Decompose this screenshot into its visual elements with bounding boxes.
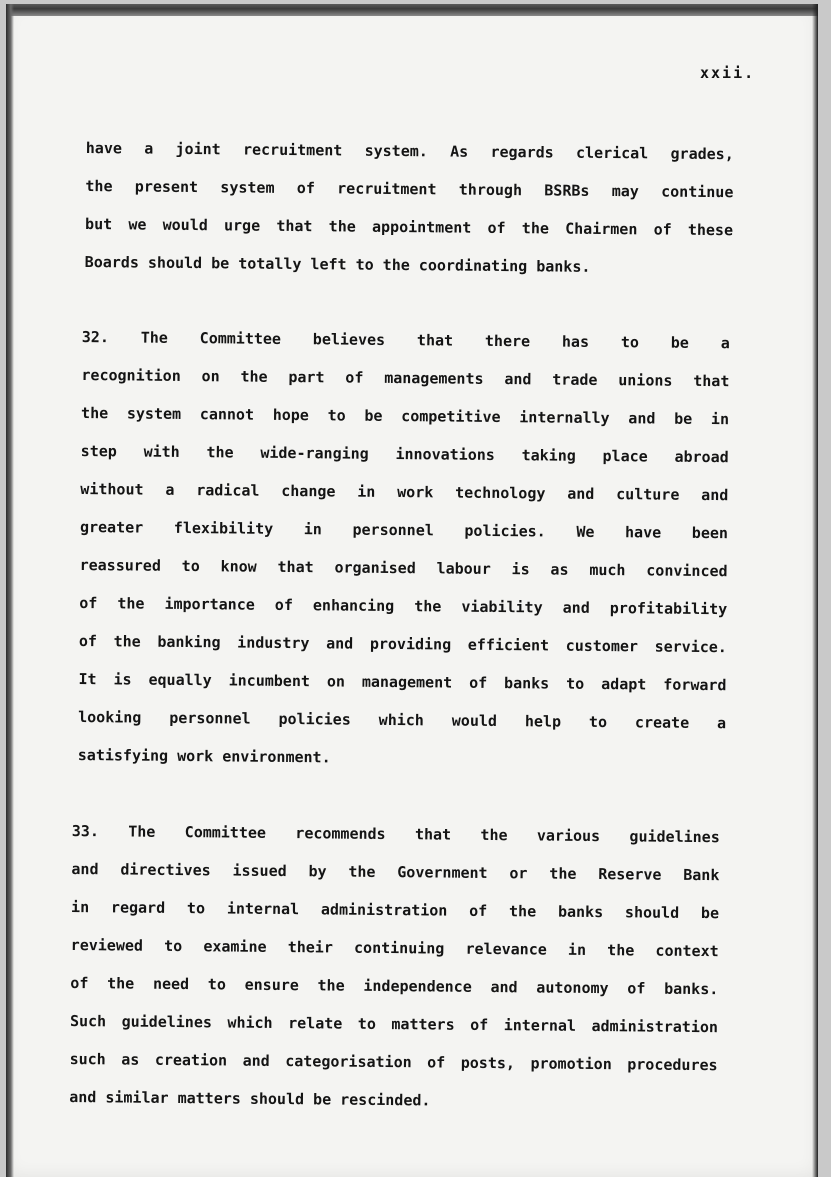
- text-line: recognition on the part of managements and trade unions that: [81, 365, 730, 391]
- text-line: the present system of recruitment through BSRBs may continue: [85, 176, 734, 202]
- text-line: reassured to know that organised labour is as much convinced: [79, 555, 728, 581]
- text-line: such as creation and categorisation of posts, promotion procedures: [69, 1049, 718, 1075]
- text-line: without a radical change in work technology and culture and: [80, 479, 729, 505]
- text-line: and similar matters should be rescinded.: [69, 1087, 431, 1110]
- paragraph-33: [69, 812, 720, 1122]
- text-line: 32. The Committee believes that there has to be a: [81, 327, 730, 353]
- text-line: satisfying work environment.: [77, 745, 331, 767]
- page-right-edge: [812, 4, 818, 1177]
- page-number: xxii.: [700, 64, 756, 82]
- text-line: greater flexibility in personnel policies. We have been: [79, 517, 729, 543]
- text-line: have a joint recruitment system. As regards clerical grades,: [85, 138, 734, 164]
- text-line: step with the wide-ranging innovations taking place abroad: [80, 441, 729, 467]
- text-line: 33. The Committee recommends that the various guidelines: [71, 821, 720, 847]
- text-line: of the importance of enhancing the viability and profitability: [79, 593, 728, 619]
- paragraph-continuation: [85, 129, 734, 287]
- text-line: and directives issued by the Government or the Reserve Bank: [71, 859, 720, 885]
- page-left-edge: [6, 4, 14, 1177]
- page-top-edge: [6, 4, 818, 16]
- text-line: of the banking industry and providing efficient customer service.: [78, 631, 727, 657]
- text-line: Such guidelines which relate to matters of internal administration: [69, 1011, 719, 1037]
- text-line: Boards should be totally left to the coordinating banks.: [84, 252, 591, 276]
- paragraph-32: [78, 318, 730, 780]
- text-line: the system cannot hope to be competitive internally and be in: [81, 403, 730, 429]
- text-line: reviewed to examine their continuing relevance in the context: [70, 935, 719, 961]
- text-line: It is equally incumbent on management of banks to adapt forward: [78, 669, 727, 695]
- text-line: of the need to ensure the independence and autonomy of banks.: [70, 973, 719, 999]
- scanned-page: [6, 4, 818, 1177]
- text-line: in regard to internal administration of the banks should be: [71, 897, 720, 923]
- text-line: looking personnel policies which would help to create a: [78, 707, 727, 733]
- text-line: but we would urge that the appointment of the Chairmen of these: [85, 214, 734, 240]
